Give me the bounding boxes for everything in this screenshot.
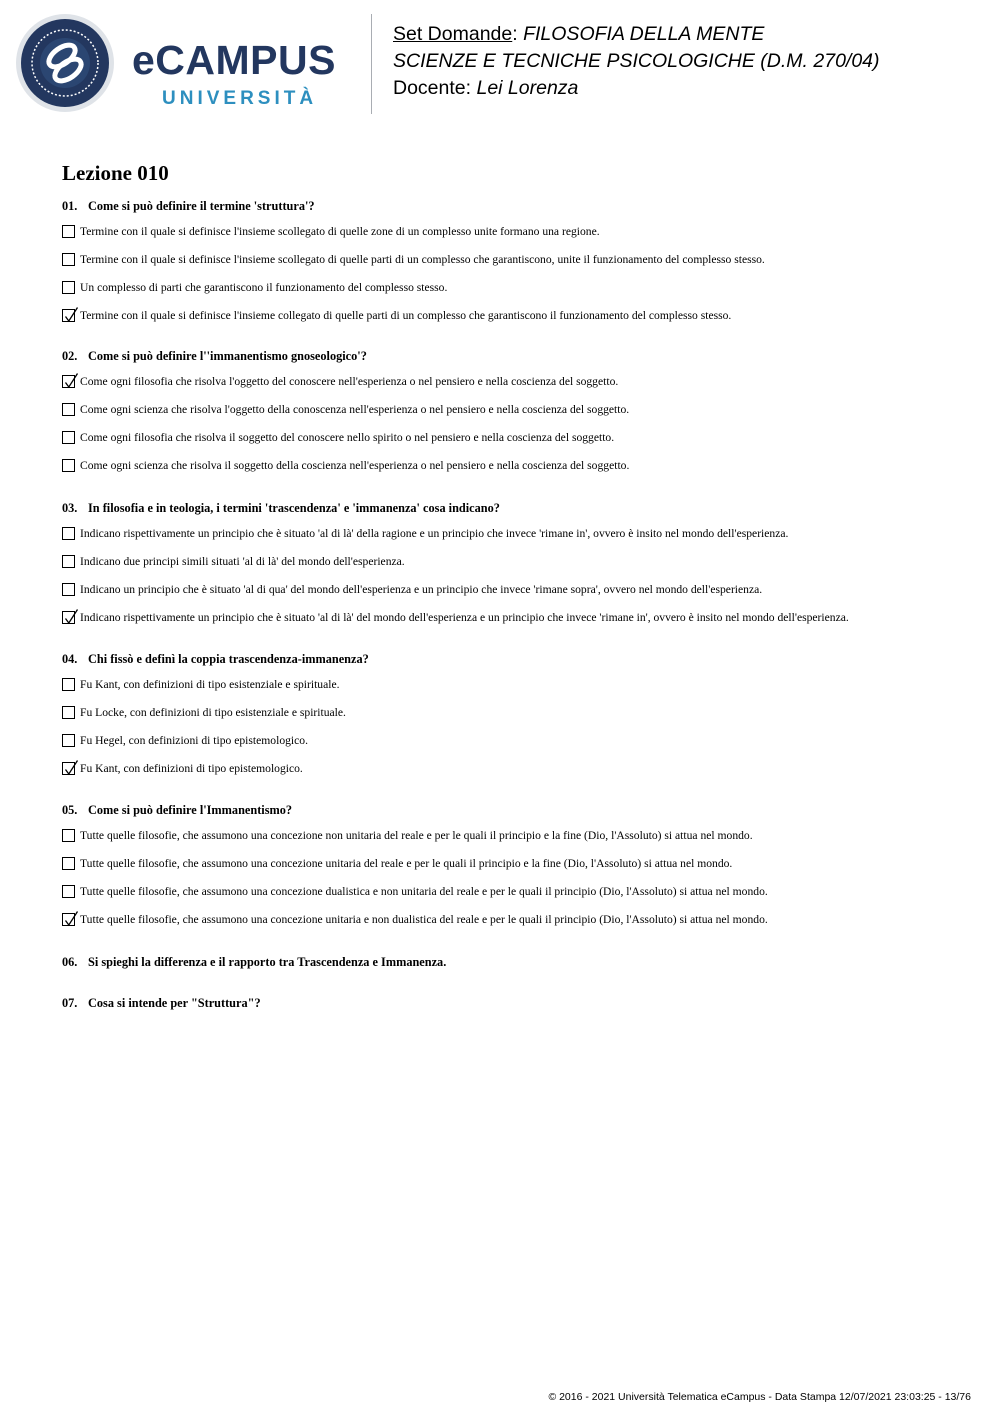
checkbox-icon[interactable] — [62, 829, 75, 842]
question-number: 04. — [62, 652, 78, 666]
question-text: Come si può definire l'Immanentismo? — [88, 803, 293, 817]
answer-text: Un complesso di parti che garantiscono il funzionamento del complesso stesso. — [80, 281, 448, 294]
question-text: Si spieghi la differenza e il rapporto tra Trascendenza e Immanenza. — [88, 955, 447, 969]
answer-text: Fu Locke, con definizioni di tipo esistenziale e spirituale. — [80, 706, 346, 719]
teacher-label: Docente: — [393, 77, 472, 99]
checkbox-icon[interactable] — [62, 555, 75, 568]
checkbox-icon[interactable] — [62, 583, 75, 596]
question-number: 05. — [62, 803, 78, 817]
checkbox-icon[interactable] — [62, 253, 75, 266]
question-2 — [62, 350, 367, 362]
checkbox-checked-icon[interactable] — [62, 913, 75, 926]
checkbox-icon[interactable] — [62, 706, 75, 719]
question-text: Cosa si intende per "Struttura"? — [88, 996, 261, 1010]
course-name: SCIENZE E TECNICHE PSICOLOGICHE (D.M. 270/04) — [393, 50, 880, 72]
page-header — [0, 0, 1000, 130]
answer-text: Come ogni scienza che risolva il soggetto della coscienza nell'esperienza o nel pensiero e nella coscienza del soggetto. — [80, 459, 630, 472]
checkmark-icon — [63, 372, 79, 389]
question-text: Come si può definire il termine 'struttura'? — [88, 199, 315, 213]
question-1 — [62, 200, 315, 212]
answer-text: Tutte quelle filosofie, che assumono una concezione non unitaria del reale e per le quali il principio e la fine (Dio, l'Assoluto) si attua nel mondo. — [80, 829, 753, 842]
header-divider — [371, 14, 372, 114]
answer-text: Come ogni filosofia che risolva l'oggetto del conoscere nell'esperienza o nel pensiero e nella coscienza del soggetto. — [80, 375, 619, 388]
checkbox-checked-icon[interactable] — [62, 375, 75, 388]
checkbox-checked-icon[interactable] — [62, 611, 75, 624]
answer-text: Tutte quelle filosofie, che assumono una concezione unitaria del reale e per le quali il principio e la fine (Dio, l'Assoluto) si attua nel mondo. — [80, 857, 733, 870]
question-number: 01. — [62, 199, 78, 213]
question-3 — [62, 502, 500, 514]
question-number: 07. — [62, 996, 78, 1010]
question-6 — [62, 956, 446, 968]
checkbox-icon[interactable] — [62, 459, 75, 472]
answer-text: Fu Kant, con definizioni di tipo esistenziale e spirituale. — [80, 678, 340, 691]
ecampus-wordmark-sub: UNIVERSITÀ — [162, 88, 318, 109]
ecampus-wordmark: eCAMPUS — [132, 37, 336, 83]
lesson-title: Lezione 010 — [62, 161, 169, 185]
answer-text: Tutte quelle filosofie, che assumono una concezione unitaria e non dualistica del reale e per le quali il principio (Dio, l'Assoluto) si attua nel mondo. — [80, 913, 768, 926]
answer-text: Termine con il quale si definisce l'insieme collegato di quelle parti di un complesso che garantiscono il funzionamento del complesso stesso. — [80, 309, 732, 322]
checkbox-icon[interactable] — [62, 225, 75, 238]
question-number: 02. — [62, 349, 78, 363]
answer-text: Come ogni scienza che risolva l'oggetto della conoscenza nell'esperienza o nel pensiero e nella coscienza del soggetto. — [80, 403, 630, 416]
checkmark-icon — [63, 306, 79, 323]
question-text: Come si può definire l''immanentismo gnoseologico'? — [88, 349, 367, 363]
answer-text: Come ogni filosofia che risolva il soggetto del conoscere nello spirito o nel pensiero e nella coscienza del soggetto. — [80, 431, 615, 444]
checkbox-checked-icon[interactable] — [62, 309, 75, 322]
checkbox-icon[interactable] — [62, 885, 75, 898]
teacher-name: Lei Lorenza — [476, 77, 579, 99]
answer-text: Termine con il quale si definisce l'insieme scollegato di quelle parti di un complesso che garantiscono, unite il funzionamento del complesso stesso. — [80, 253, 765, 266]
question-text: Chi fissò e definì la coppia trascendenza-immanenza? — [88, 652, 369, 666]
answer-text: Tutte quelle filosofie, che assumono una concezione dualistica e non unitaria del reale e per le quali il principio (Dio, l'Assoluto) si attua nel mondo. — [80, 885, 768, 898]
question-number: 03. — [62, 501, 78, 515]
checkmark-icon — [63, 759, 79, 776]
set-title: FILOSOFIA DELLA MENTE — [523, 23, 765, 45]
checkbox-icon[interactable] — [62, 281, 75, 294]
checkmark-icon — [63, 910, 79, 927]
teacher-line — [393, 79, 578, 99]
answer-text: Indicano rispettivamente un principio che è situato 'al di là' del mondo dell'esperienza e un principio che invece 'rimane in', ovvero è insito nel mondo dell'esperienza. — [80, 611, 849, 624]
question-4 — [62, 653, 369, 665]
checkbox-checked-icon[interactable] — [62, 762, 75, 775]
checkbox-icon[interactable] — [62, 431, 75, 444]
question-7 — [62, 997, 261, 1009]
set-title-line: Set Domande: FILOSOFIA DELLA MENTE — [393, 23, 765, 45]
set-label: Set Domande — [393, 23, 513, 45]
answer-text: Fu Kant, con definizioni di tipo epistemologico. — [80, 762, 303, 775]
checkbox-icon[interactable] — [62, 527, 75, 540]
question-text: In filosofia e in teologia, i termini 'trascendenza' e 'immanenza' cosa indicano? — [88, 501, 500, 515]
checkmark-icon — [63, 608, 79, 625]
question-5 — [62, 804, 292, 816]
checkbox-icon[interactable] — [62, 857, 75, 870]
ecampus-seal-logo — [15, 13, 115, 113]
checkbox-icon[interactable] — [62, 678, 75, 691]
answer-text: Termine con il quale si definisce l'insieme scollegato di quelle zone di un complesso unite formano una regione. — [80, 225, 600, 238]
question-number: 06. — [62, 955, 78, 969]
checkbox-icon[interactable] — [62, 734, 75, 747]
answer-text: Indicano rispettivamente un principio che è situato 'al di là' della ragione e un principio che invece 'rimane in', ovvero è insito nel mondo dell'esperienza. — [80, 527, 789, 540]
answer-text: Fu Hegel, con definizioni di tipo epistemologico. — [80, 734, 308, 747]
answer-text: Indicano un principio che è situato 'al di qua' del mondo dell'esperienza e un principio che invece 'rimane sopra', ovvero nel mondo dell'esperienza. — [80, 583, 763, 596]
answer-text: Indicano due principi simili situati 'al di là' del mondo dell'esperienza. — [80, 555, 405, 568]
page-footer: © 2016 - 2021 Università Telematica eCampus - Data Stampa 12/07/2021 23:03:25 - 13/76 — [548, 1391, 971, 1403]
checkbox-icon[interactable] — [62, 403, 75, 416]
